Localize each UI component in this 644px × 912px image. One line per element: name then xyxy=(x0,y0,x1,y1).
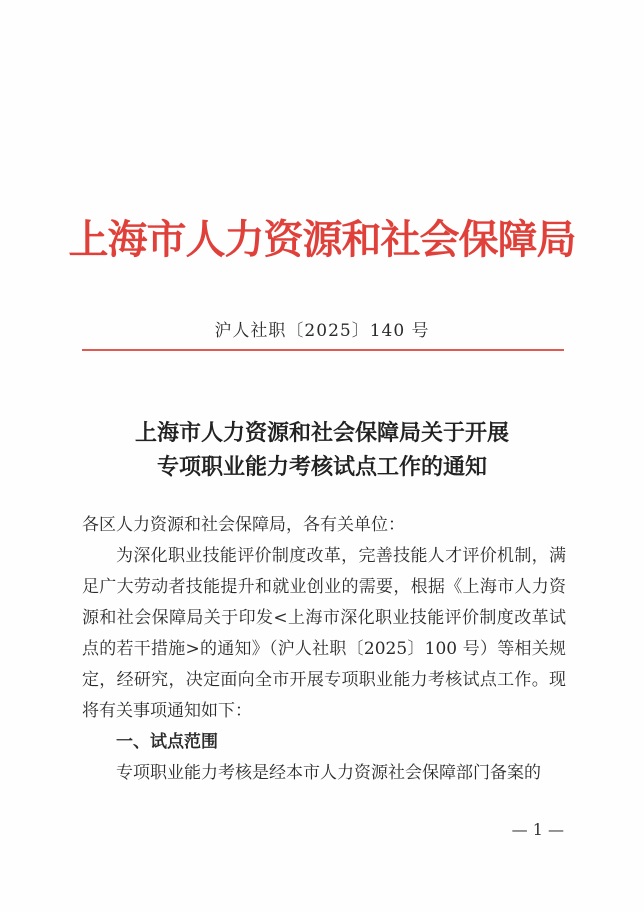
notice-title-line-1: 上海市人力资源和社会保障局关于开展 xyxy=(134,420,509,446)
notice-title xyxy=(0,416,644,484)
notice-body xyxy=(82,510,566,789)
document-number: 沪人社职〔2025〕140 号 xyxy=(214,321,430,341)
notice-title-line-2: 专项职业能力考核试点工作的通知 xyxy=(156,454,487,480)
section-heading-1: 一、试点范围 xyxy=(116,732,218,752)
body-paragraph-1: 为深化职业技能评价制度改革，完善技能人才评价机制，满足广大劳动者技能提升和就业创业的需要，根据《上海市人力资源和社会保障局关于印发<上海市深化职业技能评价制度改革试点的若干措施>的通知》（沪人社职〔2025〕100 号）等相关规定，经研究，决定面向全市开展专项职业能力考核试点工作。现将有关事项通知如下： xyxy=(82,546,566,721)
red-separator-line xyxy=(82,349,564,351)
page-number: — 1 — xyxy=(511,820,564,839)
issuer-masthead: 上海市人力资源和社会保障局 xyxy=(68,216,576,263)
salutation: 各区人力资源和社会保障局，各有关单位： xyxy=(82,515,405,535)
body-paragraph-2: 专项职业能力考核是经本市人力资源社会保障部门备案的 xyxy=(116,763,541,783)
